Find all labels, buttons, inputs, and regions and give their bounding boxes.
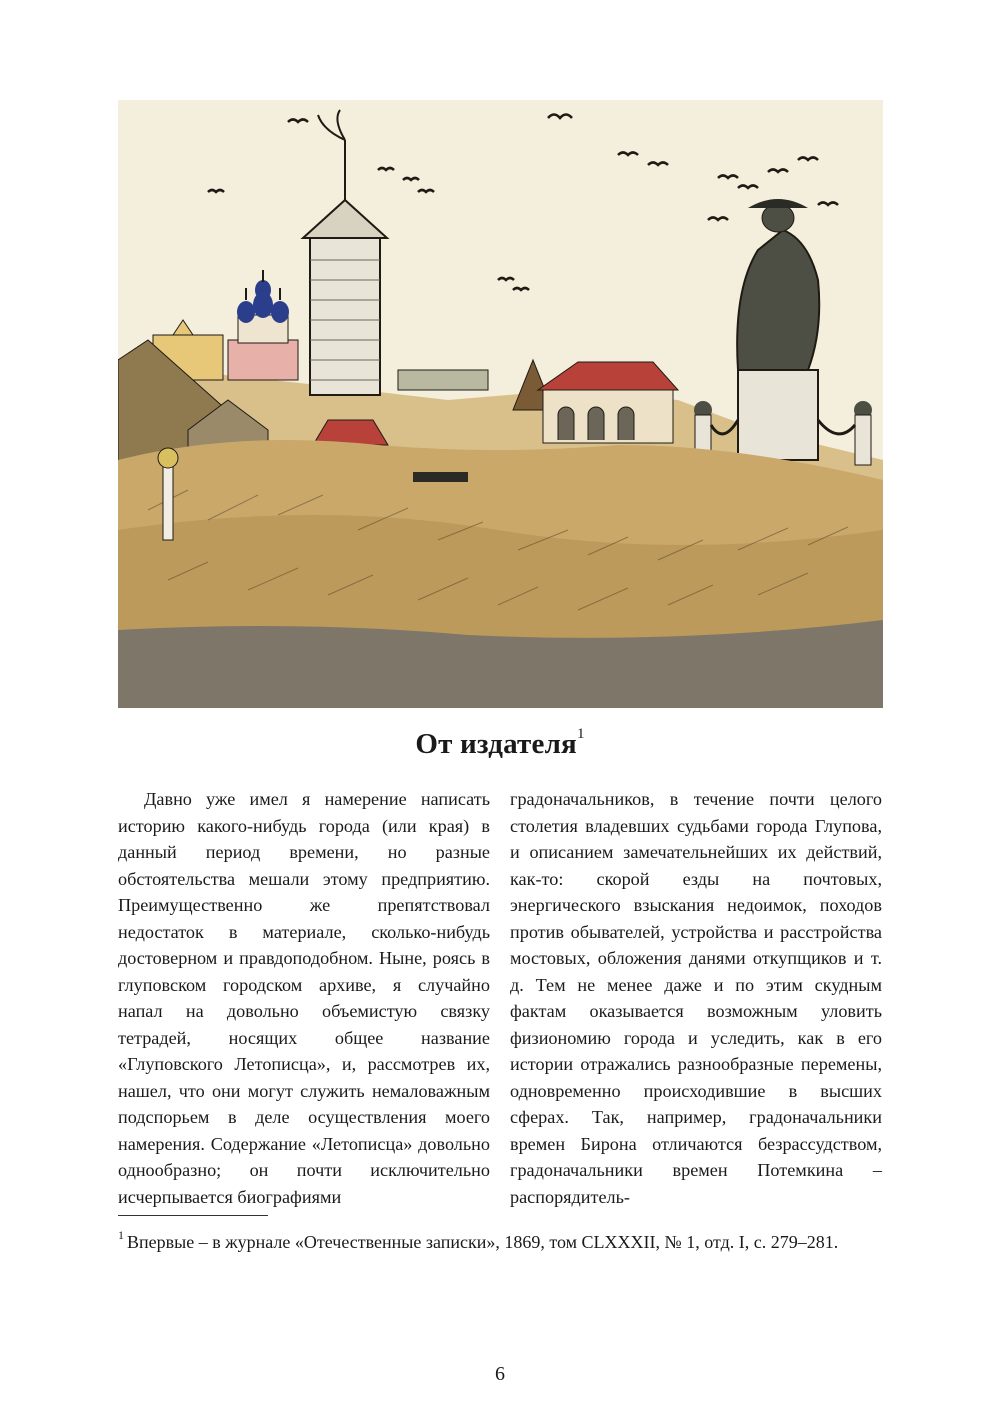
footnote bbox=[118, 1224, 883, 1256]
footnote-mark: 1 bbox=[118, 1228, 124, 1242]
chapter-title-text: От издателя bbox=[415, 728, 577, 760]
illustration-icon bbox=[118, 100, 883, 708]
page-number: 6 bbox=[495, 1363, 505, 1385]
footnote-divider bbox=[118, 1215, 268, 1216]
town-illustration bbox=[118, 100, 883, 708]
footnote-text: Впервые – в журнале «Отечественные записки», 1869, том CLXXXII, № 1, отд. I, с. 279–281. bbox=[127, 1232, 839, 1252]
chapter-title bbox=[0, 728, 1000, 761]
text-column-right bbox=[510, 786, 882, 1210]
title-footnote-mark: 1 bbox=[576, 726, 585, 743]
paragraph-left: Давно уже имел я намерение написать историю какого-нибудь города (или края) в данный период времени, но разные обстоятельства мешали этому предприятию. Преимущественно же препятствовал недостаток в материале, сколько-нибудь достоверном и правдоподобном. Ныне, роясь в глуповском городском архиве, я случайно напал на довольно объемистую связку тетрадей, носящих общее название «Глуповского Летописца», и, рассмотрев их, нашел, что они могут служить немаловажным подспорьем в деле осуществления моего намерения. Содержание «Летописца» довольно однообразно; он почти исключительно исчерпывается биографиями bbox=[118, 789, 490, 1207]
paragraph-right: градоначальников, в течение почти целого столетия владевших судьбами города Глупова, и описанием замечательнейших их действий, как-то: скорой езды на почтовых, энергического взыскания недоимок, походов против обывателей, устройства и расстройства мостовых, обложения данями откупщиков и т. д. Тем не менее даже и по этим скудным фактам оказывается возможным уловить физиономию города и уследить, как в его истории отражались разнообразные перемены, одновременно происходившие в высших сферах. Так, например, градоначальники времен Бирона отличаются безрассудством, градоначальники времен Потемкина – распорядитель- bbox=[510, 789, 882, 1207]
text-column-left bbox=[118, 786, 490, 1210]
